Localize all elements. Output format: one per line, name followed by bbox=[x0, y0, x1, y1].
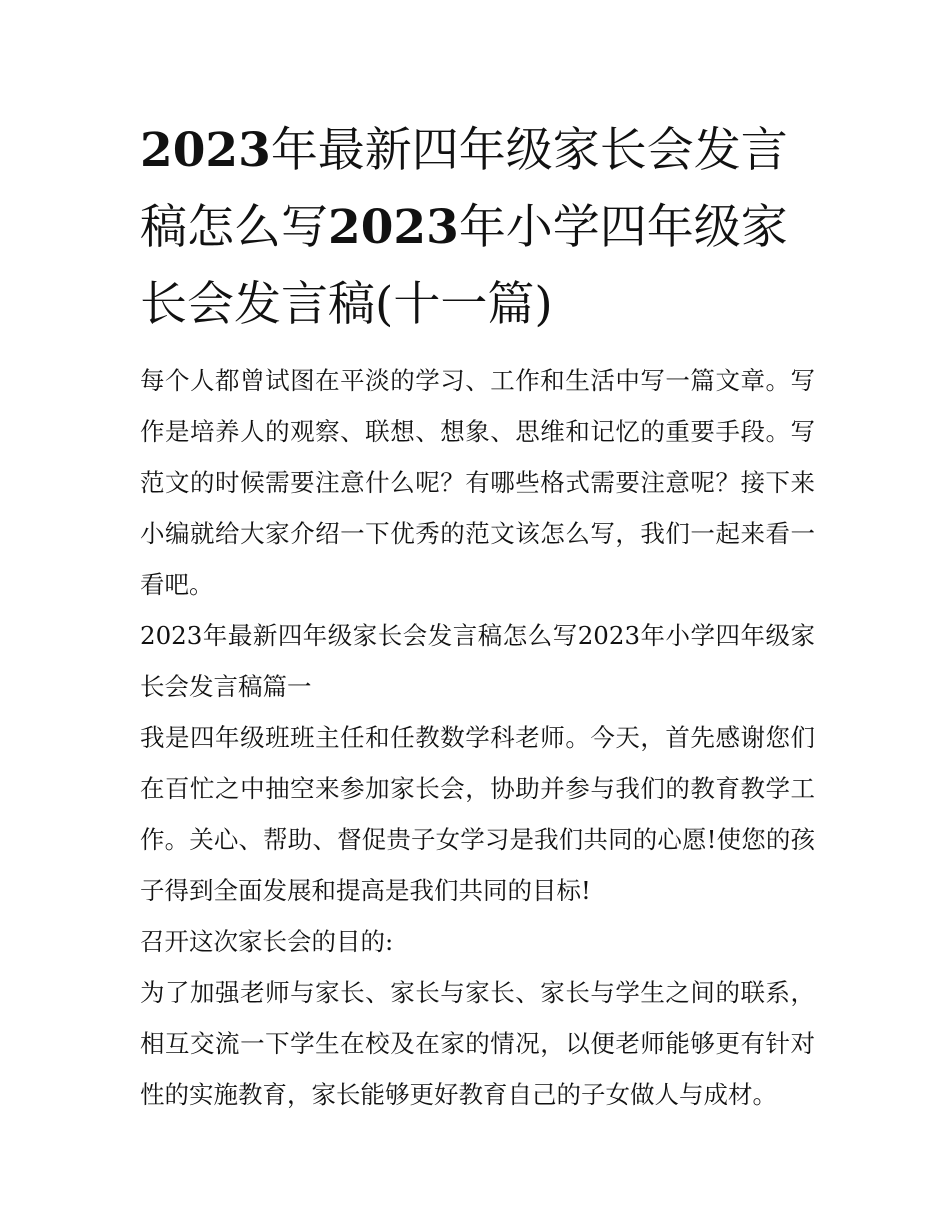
body-paragraph-2: 召开这次家长会的目的: bbox=[140, 927, 394, 956]
title-text-1: 年最新四年级家长会发言稿怎么写 bbox=[140, 123, 788, 255]
document-content bbox=[140, 112, 815, 1120]
title-year-2: 2023 bbox=[328, 200, 459, 255]
title-year-1: 2023 bbox=[140, 123, 271, 178]
document-title bbox=[140, 112, 815, 343]
body-paragraph-1: 我是四年级班班主任和任教数学科老师。今天，首先感谢您们在百忙之中抽空来参加家长会，协助并参与我们的教育教学工作。关心、帮助、督促贵子女学习是我们共同的心愿!使您的孩子得到全面发展和提高是我们共同的目标! bbox=[140, 723, 815, 905]
body-paragraph-3: 为了加强老师与家长、家长与家长、家长与学生之间的联系，相互交流一下学生在校及在家的情况，以便老师能够更有针对性的实施教育，家长能够更好教育自己的子女做人与成材。 bbox=[140, 978, 815, 1109]
intro-paragraph: 每个人都曾试图在平淡的学习、工作和生活中写一篇文章。写作是培养人的观察、联想、想象、思维和记忆的重要手段。写范文的时候需要注意什么呢？有哪些格式需要注意呢？接下来小编就给大家介绍一下优秀的范文该怎么写，我们一起来看一看吧。 bbox=[140, 366, 815, 599]
section-heading: 2023年最新四年级家长会发言稿怎么写2023年小学四年级家长会发言稿篇一 bbox=[140, 621, 815, 701]
title-text-2: 年小学四年级家长会发言稿(十一篇) bbox=[140, 200, 788, 332]
